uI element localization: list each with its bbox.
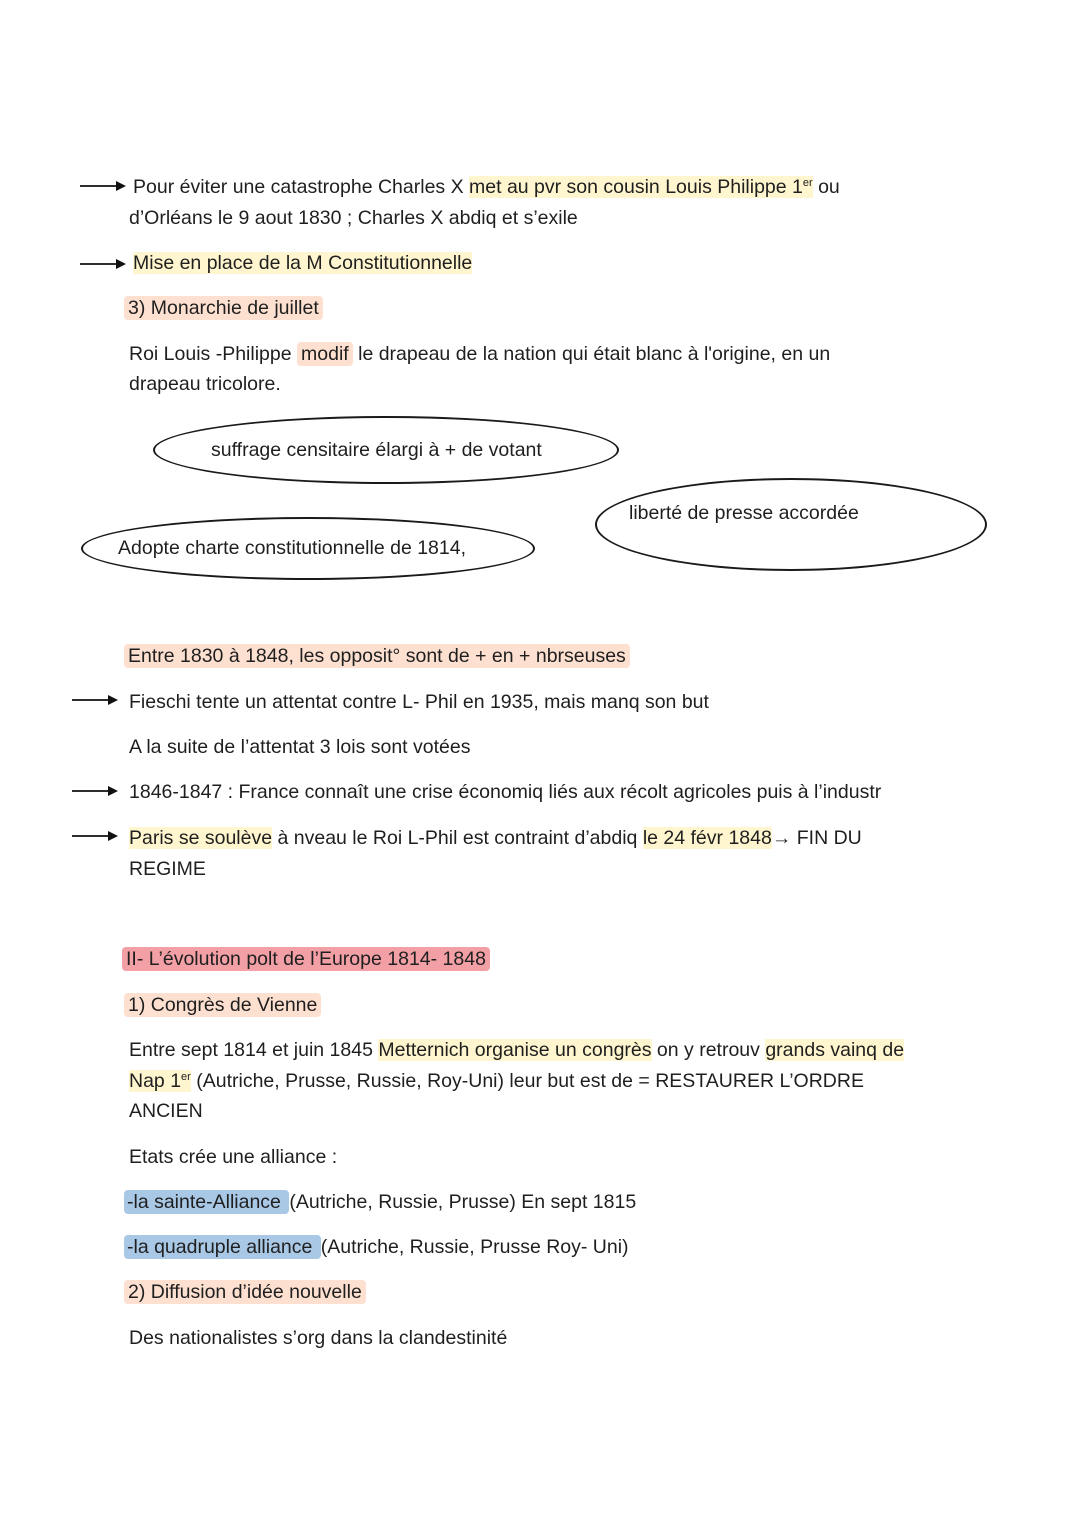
section-heading: 2) Diffusion d’idée nouvelle (124, 1280, 366, 1304)
arrow-icon (72, 830, 118, 842)
note-line: Etats crée une alliance : (129, 1146, 338, 1168)
part-heading: II- L’évolution polt de l’Europe 1814- 1848 (122, 947, 490, 971)
note-line: Entre 1830 à 1848, les opposit° sont de + en + nbrseuses (124, 644, 630, 668)
note-line: Pour éviter une catastrophe Charles X met au pvr son cousin Louis Philippe 1er ou (133, 176, 840, 198)
note-line: Entre sept 1814 et juin 1845 Metternich organise un congrès on y retrouv grands vainq de (129, 1039, 905, 1061)
note-line: REGIME (129, 858, 206, 880)
note-line: Nap 1er (Autriche, Prusse, Russie, Roy-Uni) leur but est de = RESTAURER L’ORDRE (129, 1070, 864, 1092)
section-heading: 1) Congrès de Vienne (124, 993, 321, 1017)
arrow-icon (80, 258, 126, 270)
note-line: -la quadruple alliance (Autriche, Russie, Prusse Roy- Uni) (124, 1235, 629, 1259)
arrow-icon (72, 785, 118, 797)
oval-bubble: liberté de presse accordée (595, 478, 987, 571)
note-line: Mise en place de la M Constitutionnelle (133, 252, 473, 274)
note-line: Roi Louis -Philippe modif le drapeau de la nation qui était blanc à l'origine, en un (129, 343, 831, 365)
note-line: Fieschi tente un attentat contre L- Phil en 1935, mais manq son but (129, 691, 709, 713)
note-line: d’Orléans le 9 aout 1830 ; Charles X abdiq et s’exile (129, 207, 578, 229)
note-line: 1846-1847 : France connaît une crise économiq liés aux récolt agricoles puis à l’industr (129, 781, 882, 803)
note-line: Des nationalistes s’org dans la clandestinité (129, 1327, 508, 1349)
arrow-icon (80, 180, 126, 192)
oval-bubble: Adopte charte constitutionnelle de 1814, (81, 517, 535, 580)
section-heading: 3) Monarchie de juillet (124, 296, 323, 320)
note-line: -la sainte-Alliance (Autriche, Russie, Prusse) En sept 1815 (124, 1190, 636, 1214)
note-line: drapeau tricolore. (129, 373, 281, 395)
oval-bubble: suffrage censitaire élargi à + de votant (153, 416, 619, 484)
note-line: ANCIEN (129, 1100, 203, 1122)
arrow-icon (72, 694, 118, 706)
note-line: A la suite de l’attentat 3 lois sont votées (129, 736, 471, 758)
note-line: Paris se soulève à nveau le Roi L-Phil est contraint d’abdiq le 24 févr 1848→ FIN DU (129, 827, 862, 849)
